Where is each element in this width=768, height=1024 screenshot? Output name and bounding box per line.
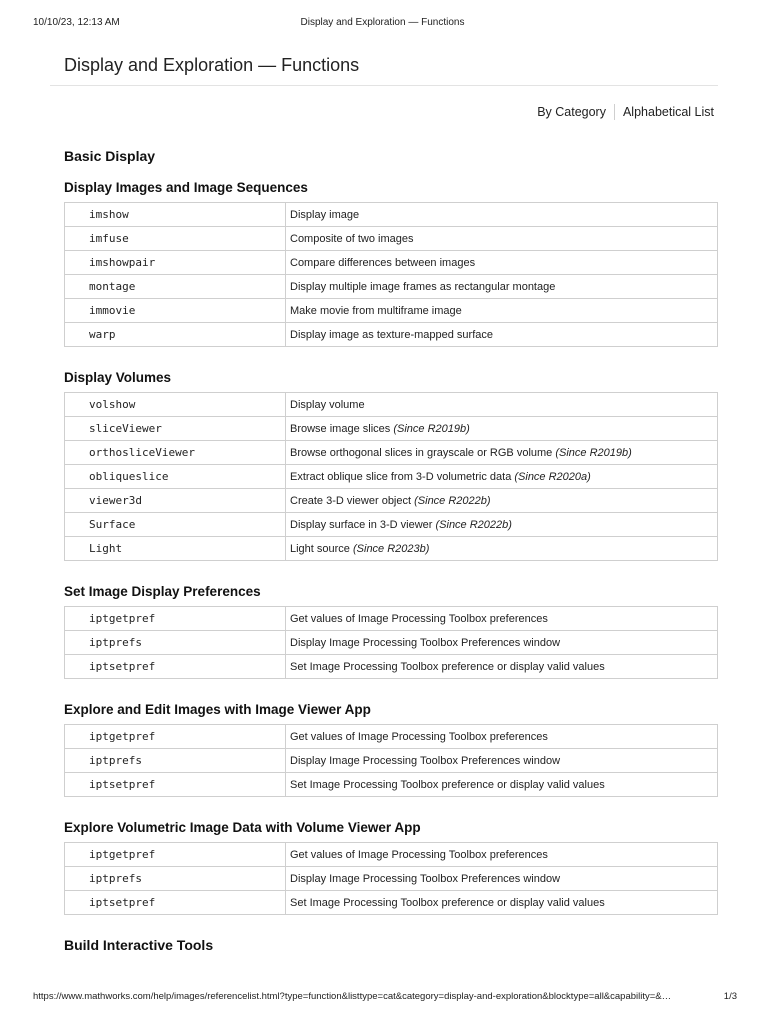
description-text: Display Image Processing Toolbox Preferences window: [290, 636, 561, 649]
function-section: [64, 179, 718, 347]
next-category-title: Build Interactive Tools: [64, 937, 214, 953]
function-description: [286, 891, 718, 915]
function-table: [64, 842, 718, 915]
table-row: [65, 417, 718, 441]
section-title: Explore and Edit Images with Image Viewer App: [64, 702, 371, 717]
section-title: Explore Volumetric Image Data with Volume Viewer App: [64, 820, 421, 835]
function-name-link[interactable]: imfuse: [65, 227, 286, 251]
table-row: [65, 393, 718, 417]
since-release-note: (Since R2023b): [353, 542, 430, 555]
function-table: [64, 202, 718, 347]
function-name-link[interactable]: Light: [65, 537, 286, 561]
table-row: [65, 537, 718, 561]
function-description: [286, 537, 718, 561]
function-description: [286, 203, 718, 227]
function-description: [286, 299, 718, 323]
print-document-title: Display and Exploration — Functions: [300, 17, 465, 28]
function-description: [286, 489, 718, 513]
description-text: Light source: [290, 542, 350, 555]
print-header: [33, 17, 732, 33]
function-description: [286, 393, 718, 417]
section-title: Set Image Display Preferences: [64, 584, 261, 599]
description-text: Set Image Processing Toolbox preference or display valid values: [290, 896, 605, 909]
function-name-link[interactable]: montage: [65, 275, 286, 299]
function-name-link[interactable]: iptprefs: [65, 867, 286, 891]
table-row: [65, 867, 718, 891]
description-text: Get values of Image Processing Toolbox preferences: [290, 612, 548, 625]
function-description: [286, 323, 718, 347]
table-row: [65, 227, 718, 251]
table-row: [65, 489, 718, 513]
function-name-link[interactable]: immovie: [65, 299, 286, 323]
since-release-note: (Since R2022b): [414, 494, 491, 507]
description-text: Create 3-D viewer object: [290, 494, 412, 507]
function-name-link[interactable]: volshow: [65, 393, 286, 417]
function-table: [64, 392, 718, 561]
since-release-note: (Since R2022b): [435, 518, 512, 531]
function-section: [64, 583, 718, 679]
function-section: [64, 701, 718, 797]
description-text: Display multiple image frames as rectangular montage: [290, 280, 556, 293]
since-release-note: (Since R2019b): [393, 422, 470, 435]
description-text: Extract oblique slice from 3-D volumetric data: [290, 470, 512, 483]
table-row: [65, 203, 718, 227]
function-description: [286, 655, 718, 679]
table-row: [65, 655, 718, 679]
since-release-note: (Since R2020a): [514, 470, 591, 483]
table-row: [65, 513, 718, 537]
section-title: Display Volumes: [64, 370, 172, 385]
function-description: [286, 607, 718, 631]
function-description: [286, 725, 718, 749]
function-name-link[interactable]: viewer3d: [65, 489, 286, 513]
function-description: [286, 843, 718, 867]
table-row: [65, 251, 718, 275]
table-row: [65, 607, 718, 631]
table-row: [65, 299, 718, 323]
description-text: Display image: [290, 208, 360, 221]
section-title: Display Images and Image Sequences: [64, 180, 308, 195]
function-description: [286, 867, 718, 891]
function-description: [286, 275, 718, 299]
function-name-link[interactable]: iptsetpref: [65, 773, 286, 797]
description-text: Display image as texture-mapped surface: [290, 328, 493, 341]
table-row: [65, 323, 718, 347]
view-toggle: [537, 104, 714, 120]
table-row: [65, 275, 718, 299]
table-row: [65, 843, 718, 867]
table-row: [65, 749, 718, 773]
description-text: Browse image slices: [290, 422, 391, 435]
function-description: [286, 513, 718, 537]
table-row: [65, 773, 718, 797]
function-list: [64, 147, 718, 953]
function-section: [64, 819, 718, 915]
function-name-link[interactable]: iptprefs: [65, 631, 286, 655]
function-description: [286, 465, 718, 489]
function-description: [286, 417, 718, 441]
function-name-link[interactable]: imshowpair: [65, 251, 286, 275]
function-name-link[interactable]: Surface: [65, 513, 286, 537]
function-description: [286, 227, 718, 251]
title-divider: [50, 85, 718, 86]
description-text: Display volume: [290, 398, 365, 411]
function-description: [286, 251, 718, 275]
description-text: Browse orthogonal slices in grayscale or RGB volume: [290, 446, 553, 459]
description-text: Composite of two images: [290, 232, 414, 245]
function-table: [64, 606, 718, 679]
function-name-link[interactable]: sliceViewer: [65, 417, 286, 441]
table-row: [65, 891, 718, 915]
alphabetical-list-link[interactable]: Alphabetical List: [622, 105, 714, 119]
function-name-link[interactable]: obliqueslice: [65, 465, 286, 489]
description-text: Compare differences between images: [290, 256, 476, 269]
function-description: [286, 631, 718, 655]
page-title: Display and Exploration — Functions: [64, 55, 360, 75]
description-text: Set Image Processing Toolbox preference or display valid values: [290, 660, 605, 673]
function-name-link[interactable]: imshow: [65, 203, 286, 227]
table-row: [65, 725, 718, 749]
function-name-link[interactable]: iptsetpref: [65, 655, 286, 679]
function-description: [286, 773, 718, 797]
description-text: Set Image Processing Toolbox preference or display valid values: [290, 778, 605, 791]
category-title: Basic Display: [64, 148, 156, 164]
function-description: [286, 749, 718, 773]
since-release-note: (Since R2019b): [555, 446, 632, 459]
sections-container: [64, 179, 718, 915]
function-name-link[interactable]: orthosliceViewer: [65, 441, 286, 465]
table-row: [65, 465, 718, 489]
table-row: [65, 631, 718, 655]
function-name-link[interactable]: warp: [65, 323, 286, 347]
print-url: https://www.mathworks.com/help/images/referencelist.html?type=function&listtype=cat&category=display-and-exploration&blocktype=all&capability=&…: [33, 991, 672, 1002]
function-description: [286, 441, 718, 465]
function-table: [64, 724, 718, 797]
function-name-link[interactable]: iptprefs: [65, 749, 286, 773]
description-text: Get values of Image Processing Toolbox preferences: [290, 848, 548, 861]
table-row: [65, 441, 718, 465]
by-category-link[interactable]: By Category: [537, 105, 606, 119]
function-name-link[interactable]: iptgetpref: [65, 725, 286, 749]
description-text: Display surface in 3-D viewer: [290, 518, 433, 531]
description-text: Display Image Processing Toolbox Preferences window: [290, 872, 561, 885]
function-name-link[interactable]: iptgetpref: [65, 607, 286, 631]
page-number: 1/3: [723, 991, 737, 1002]
description-text: Display Image Processing Toolbox Preferences window: [290, 754, 561, 767]
function-name-link[interactable]: iptgetpref: [65, 843, 286, 867]
toggle-separator: [614, 104, 615, 120]
function-section: [64, 369, 718, 561]
description-text: Make movie from multiframe image: [290, 304, 462, 317]
function-name-link[interactable]: iptsetpref: [65, 891, 286, 915]
print-timestamp: 10/10/23, 12:13 AM: [33, 17, 120, 28]
print-footer: [33, 991, 737, 1005]
description-text: Get values of Image Processing Toolbox preferences: [290, 730, 548, 743]
